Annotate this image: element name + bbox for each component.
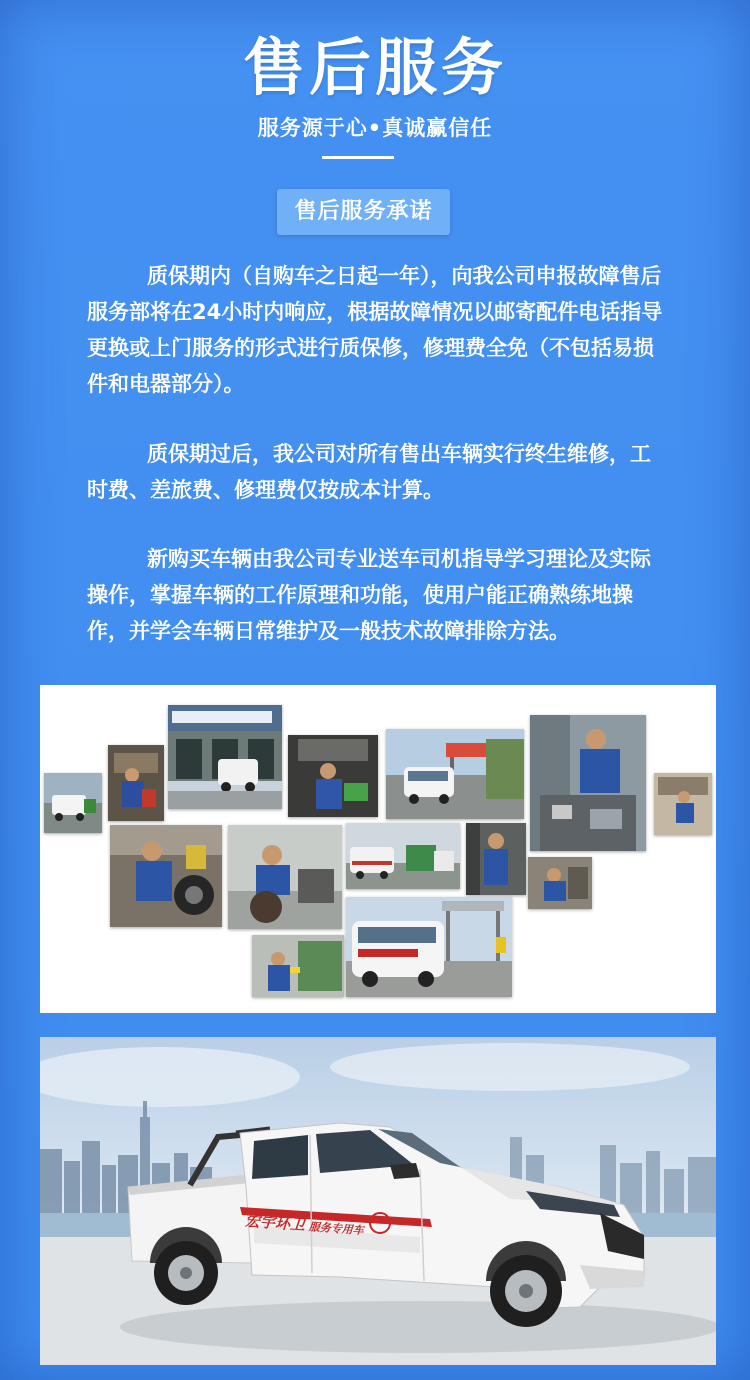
collage-photo-small-mechanic [654,773,712,835]
collage-photo-garage [168,705,282,809]
truck-decal-sub: 服务专用车 [308,1220,365,1238]
collage-photo-trucks [346,823,460,889]
collage-photo-engine-small [528,857,592,909]
title-divider [322,156,394,159]
collage-photo-wheel-repair [228,825,342,929]
collage-photo-machinery-repair [530,715,646,851]
page-subtitle: 服务源于心•真诚赢信任 [257,116,493,140]
collage-photo-mechanic-standing [466,823,526,895]
paragraph-after-warranty: 质保期过后，我公司对所有售出车辆实行终生维修，工时费、差旅费、修理费仅按成本计算。 [87,442,651,502]
collage-photo-welding [252,935,344,997]
collage-photo-tire-repair [110,825,222,927]
pickup-truck-photo [40,1037,716,1365]
page-title: 售后服务 [242,31,507,104]
collage-photo-engine-repair [288,735,378,817]
collage-photo-van-toll [386,729,524,819]
truck-decal-main: 宏宇环卫 [244,1211,306,1235]
section-badge: 售后服务承诺 [277,189,450,235]
collage-photo-mechanic [108,745,164,821]
paragraph-training: 新购买车辆由我公司专业送车司机指导学习理论及实际操作，掌握车辆的工作原理和功能，使用户能正确熟练地操作，并学会车辆日常维护及一般技术故障排除方法。 [87,547,651,643]
collage-photo-service-van [346,897,512,997]
service-photo-collage [40,685,716,1013]
paragraph-warranty: 质保期内（自购车之日起一年），向我公司申报故障售后服务部将在24小时内响应，根据故障情况以邮寄配件电话指导更换或上门服务的形式进行质保修，修理费全免（不包括易损件和电器部分）。 [87,264,663,396]
collage-photo-van-small [44,773,102,833]
